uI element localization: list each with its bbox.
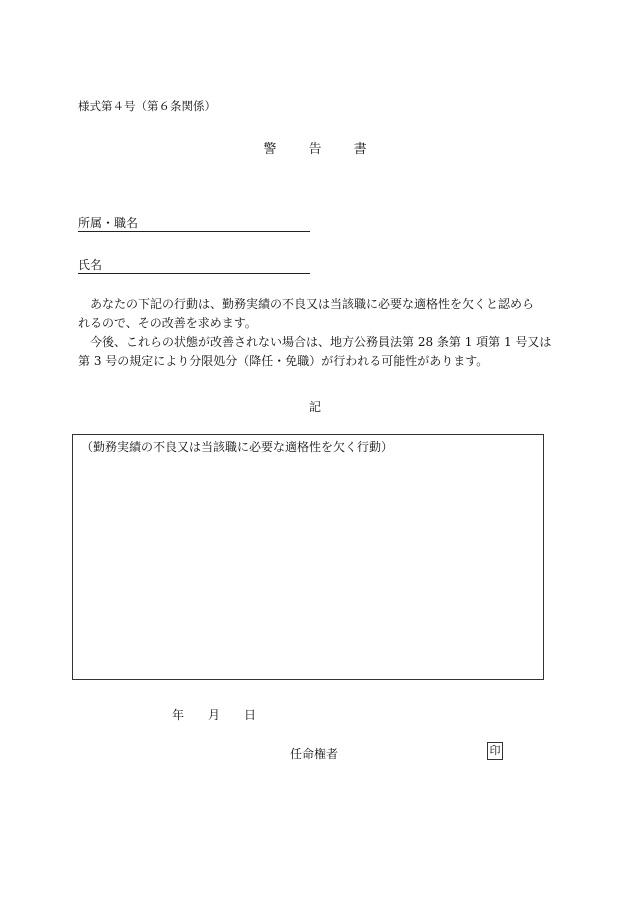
ki-heading: 記 <box>308 400 321 414</box>
name-field[interactable] <box>78 258 310 274</box>
title-char-2: 告 <box>308 142 322 157</box>
behavior-box[interactable] <box>72 434 544 680</box>
title-char-3: 書 <box>353 142 367 157</box>
warning-line-1: あなたの下記の行動は、勤務実績の不良又は当該職に必要な適格性を欠くと認めら <box>78 297 535 311</box>
consequence-line-1: 今後、これらの状態が改善されない場合は、地方公務員法第 28 条第 1 項第 1 号又は <box>78 335 552 349</box>
behavior-box-caption: （勤務実績の不良又は当該職に必要な適格性を欠く行動） <box>81 440 394 454</box>
date-year-label: 年 <box>172 708 185 722</box>
affiliation-field[interactable] <box>78 216 310 232</box>
title-char-1: 警 <box>263 142 277 157</box>
date-month-label: 月 <box>208 708 221 722</box>
name-label: 氏名 <box>78 258 103 272</box>
consequence-line-2: 第 3 号の規定により分限処分（降任・免職）が行われる可能性があります。 <box>78 354 489 368</box>
date-day-label: 日 <box>244 708 257 722</box>
warning-paragraph <box>78 295 550 333</box>
document-title <box>0 138 630 157</box>
form-number: 様式第４号（第６条関係） <box>78 99 216 113</box>
seal-mark: 印 <box>487 742 503 760</box>
affiliation-label: 所属・職名 <box>78 216 139 230</box>
warning-line-2: れるので、その改善を求めます。 <box>78 316 257 330</box>
appointer-label: 任命権者 <box>290 747 339 761</box>
consequence-paragraph <box>78 333 550 371</box>
